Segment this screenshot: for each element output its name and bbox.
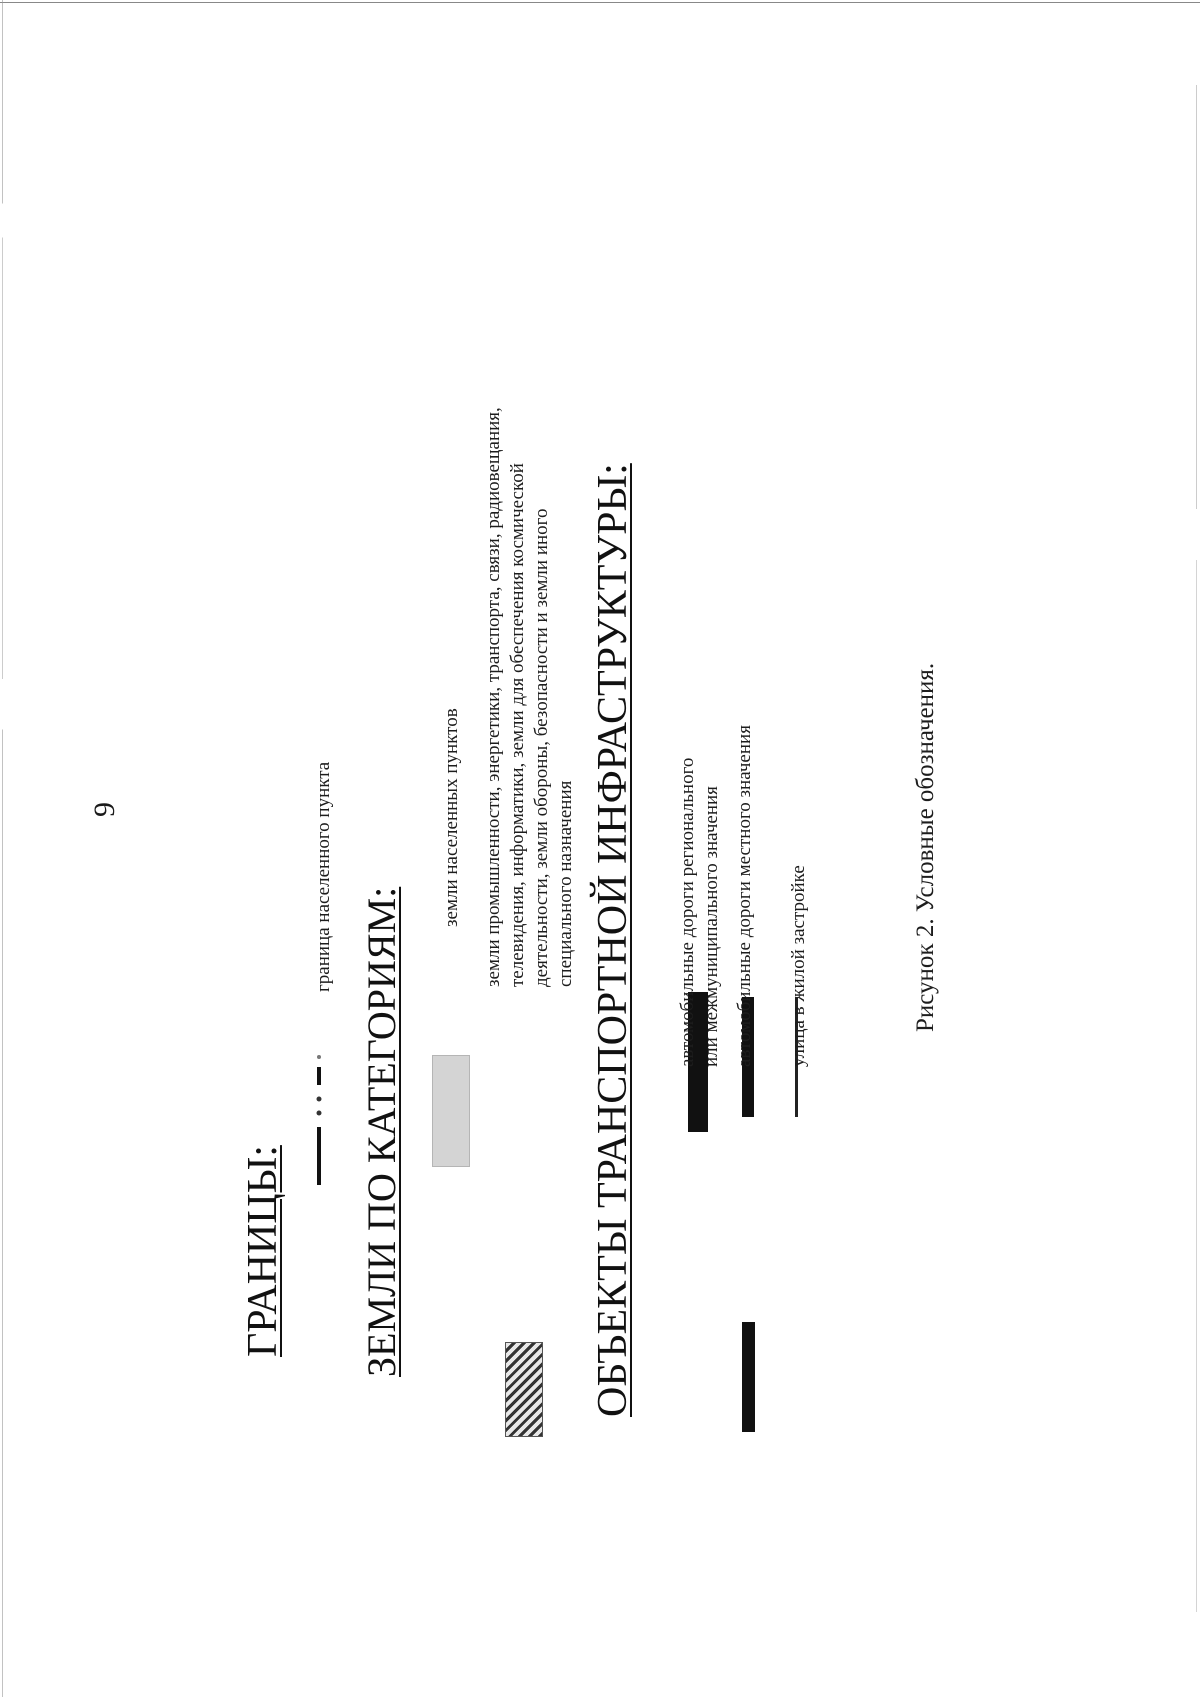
border-line-icon — [306, 1035, 332, 1185]
heading-transport-infrastructure: ОБЪЕКТЫ ТРАНСПОРТНОЙ ИНФРАСТРУКТУРЫ: — [590, 463, 636, 1417]
heading-land-categories: ЗЕМЛИ ПО КАТЕГОРИЯМ: — [359, 886, 404, 1377]
legend-label-settlement-border: граница населенного пункта — [313, 761, 334, 992]
legend-label-industrial-lands: земли промышленности, энергетики, транспорта, связи, радиовещания, телевидения, информатики, земли для обеспечения космической деятельности, земли обороны, безопасности и земли иного специального назначения — [483, 407, 576, 987]
heading-borders: ГРАНИЦЫ: — [240, 1145, 286, 1357]
legend-label-settlement-lands: земли населенных пунктов — [441, 708, 462, 927]
legend-label-local-roads: автомобильные дороги местного значения — [734, 725, 755, 1067]
legend-label-regional-roads: автомобильные дороги регионального или межмуниципального значения — [677, 757, 722, 1067]
page-number: 9 — [88, 802, 121, 817]
legend-label-residential-street: улица в жилой застройке — [788, 865, 809, 1067]
regional-road-long-icon — [742, 1322, 755, 1432]
figure-caption: Рисунок 2. Условные обозначения. — [912, 662, 939, 1032]
industrial-land-hatch-icon — [505, 1342, 543, 1437]
settlement-land-icon — [432, 1055, 470, 1167]
